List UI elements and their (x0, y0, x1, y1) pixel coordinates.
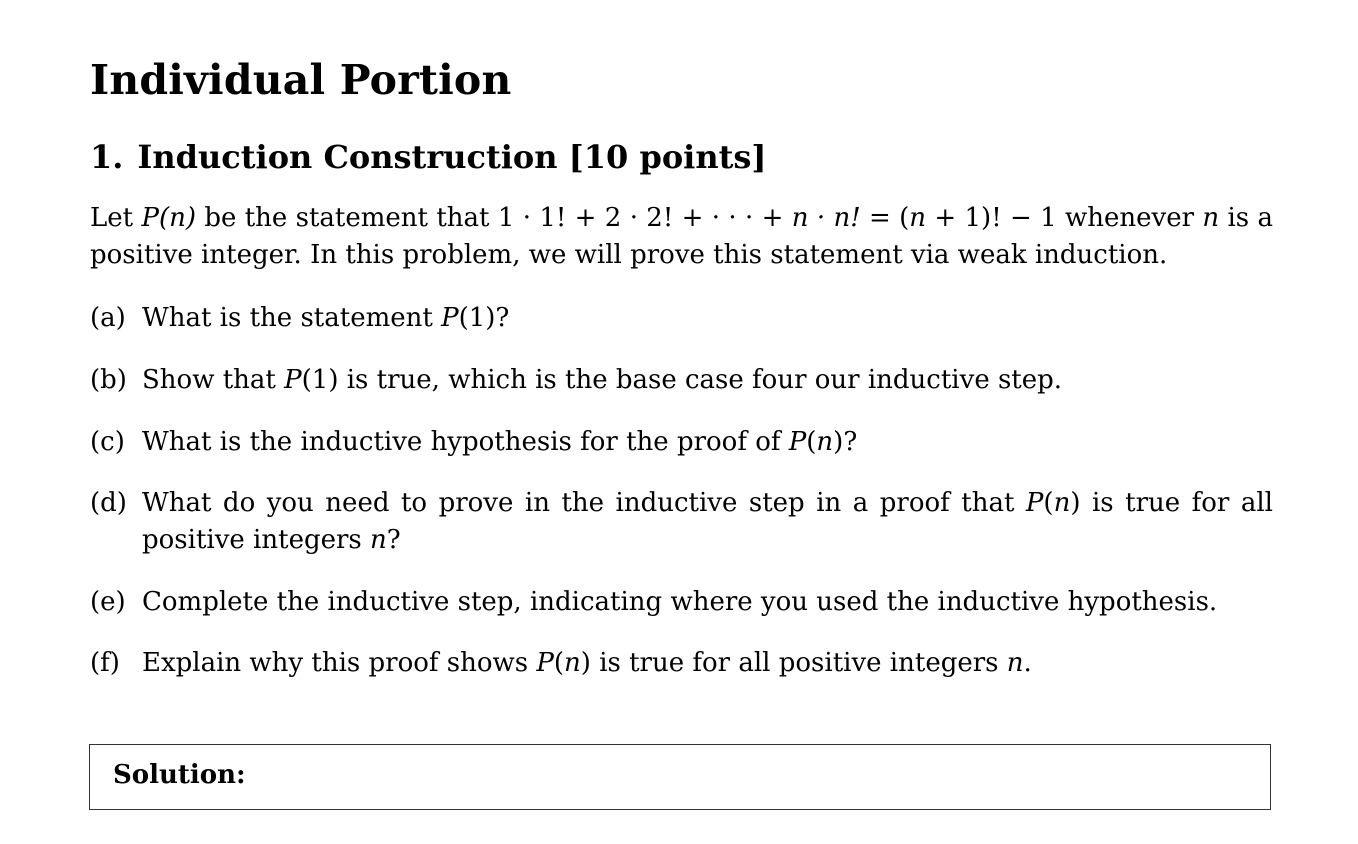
intro-math-n: n (909, 203, 927, 233)
question-label: (f) (90, 648, 120, 678)
question-label: (a) (90, 303, 126, 333)
intro-math-n: n (1202, 203, 1220, 233)
question-text-part: Explain why this proof shows (142, 648, 537, 678)
intro-text: is a (1219, 203, 1273, 233)
intro-line-1 (90, 200, 1273, 237)
question-text-part: Show that (142, 365, 285, 395)
question-text (142, 300, 1273, 337)
question-item-c (90, 424, 1273, 461)
question-text-part: ) is true for all (1070, 488, 1273, 518)
question-text-part: What is the statement (142, 303, 442, 333)
question-math: P (1025, 488, 1044, 518)
intro-math-pn: P(n) (141, 203, 196, 233)
question-label: (e) (90, 587, 126, 617)
question-math: n (1053, 488, 1071, 518)
intro-text: = ( (860, 203, 910, 233)
intro-text: + 1)! − 1 whenever (926, 203, 1203, 233)
question-text-part: What is the inductive hypothesis for the proof of (142, 427, 789, 457)
intro-text: Let (90, 203, 142, 233)
question-math: n (564, 648, 581, 678)
question-item-a (90, 300, 1273, 337)
question-item-e (90, 584, 1273, 621)
question-label: (c) (90, 427, 125, 457)
question-text: What is the inductive hypothesis for the proof of P(n)? (142, 427, 858, 457)
intro-math-expr: n · n! (791, 203, 861, 233)
question-item-d (90, 485, 1273, 559)
question-text: Explain why this proof shows P(n) is true for all positive integers n. (142, 648, 1032, 678)
question-label: (d) (90, 488, 127, 518)
intro-line-2: positive integer. In this problem, we will prove this statement via weak induction. (90, 240, 1168, 270)
question-math: n (370, 525, 387, 555)
solution-box[interactable] (89, 744, 1271, 810)
problem-number: 1. (90, 138, 124, 176)
question-text: Complete the inductive step, indicating where you used the inductive hypothesis. (142, 587, 1218, 617)
question-text-part: ? (386, 525, 401, 555)
section-title: Individual Portion (90, 56, 512, 104)
question-text-part: )? (833, 427, 858, 457)
question-math: P (788, 427, 807, 457)
problem-heading (90, 138, 767, 176)
problem-title: Induction Construction [10 points] (137, 138, 767, 176)
question-text-part: ) is true for all positive integers (580, 648, 1007, 678)
question-item-f (90, 645, 1273, 682)
question-text-part: . (1023, 648, 1032, 678)
question-text (142, 485, 1273, 559)
question-text-part: (1)? (458, 303, 510, 333)
question-math: P (284, 365, 302, 395)
question-text-part: (1) is true, which is the base case four our inductive step. (301, 365, 1063, 395)
question-label: (b) (90, 365, 127, 395)
problem-intro (90, 200, 1273, 274)
question-text-part: positive integers (142, 525, 371, 555)
question-item-b (90, 362, 1273, 399)
question-line-1: What do you need to prove in the inductive step in a proof that P(n) is true for all (142, 488, 1273, 518)
solution-label: Solution: (113, 760, 246, 790)
question-math: n (816, 427, 834, 457)
question-line-2 (142, 522, 1273, 559)
question-math: P (441, 303, 459, 333)
question-text-part: What do you need to prove in the inductive step in a proof that (142, 488, 1026, 518)
intro-text: be the statement that 1 · 1! + 2 · 2! + · · · + (195, 203, 792, 233)
question-text (142, 362, 1273, 399)
question-math: P (536, 648, 554, 678)
question-math: n (1006, 648, 1024, 678)
